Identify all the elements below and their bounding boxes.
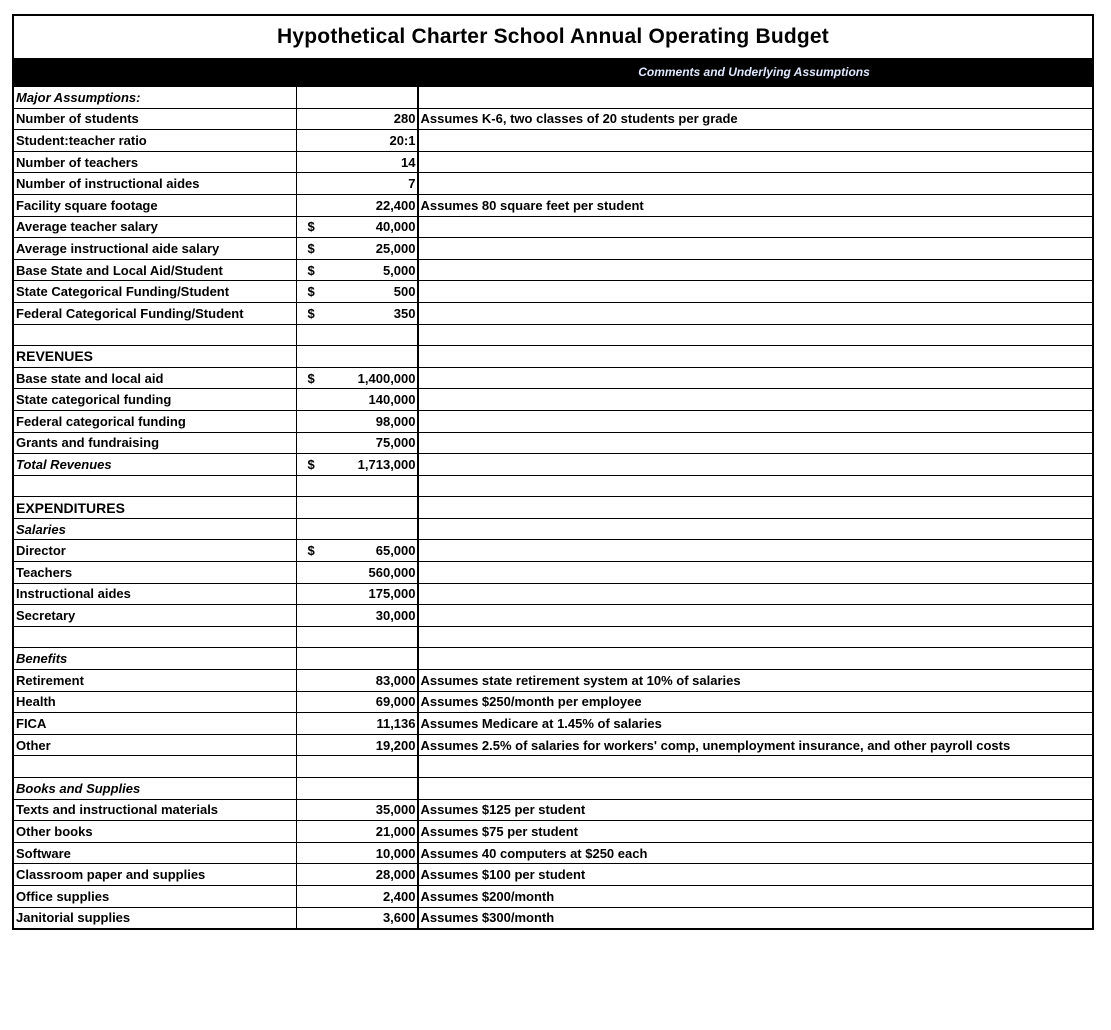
- row-amount: [310, 346, 418, 368]
- row-currency: [296, 648, 310, 670]
- row-label: State categorical funding: [13, 389, 296, 411]
- row-label: Software: [13, 842, 296, 864]
- budget-table: [12, 86, 1094, 930]
- row-comment: Assumes $250/month per employee: [418, 691, 1094, 713]
- row-label: Federal categorical funding: [13, 410, 296, 432]
- row-currency: [296, 475, 310, 497]
- row-comment: [418, 302, 1094, 324]
- table-row: [13, 540, 1093, 562]
- table-row: [13, 410, 1093, 432]
- row-amount: 140,000: [310, 389, 418, 411]
- row-currency: $: [296, 367, 310, 389]
- row-comment: [418, 216, 1094, 238]
- row-currency: [296, 173, 310, 195]
- table-row: [13, 778, 1093, 800]
- table-row: [13, 670, 1093, 692]
- row-amount: [310, 756, 418, 778]
- table-row: [13, 864, 1093, 886]
- row-amount: 7: [310, 173, 418, 195]
- row-label: Office supplies: [13, 885, 296, 907]
- row-label: Benefits: [13, 648, 296, 670]
- row-label: State Categorical Funding/Student: [13, 281, 296, 303]
- row-label: Other books: [13, 821, 296, 843]
- table-row: [13, 87, 1093, 109]
- row-amount: 40,000: [310, 216, 418, 238]
- row-label: Base State and Local Aid/Student: [13, 259, 296, 281]
- row-amount: 22,400: [310, 194, 418, 216]
- row-amount: 3,600: [310, 907, 418, 929]
- table-row: [13, 389, 1093, 411]
- row-label: Retirement: [13, 670, 296, 692]
- row-amount: 98,000: [310, 410, 418, 432]
- row-amount: [310, 475, 418, 497]
- row-amount: 21,000: [310, 821, 418, 843]
- row-comment: Assumes $200/month: [418, 885, 1094, 907]
- table-row: [13, 173, 1093, 195]
- row-amount: [310, 648, 418, 670]
- row-amount: 1,400,000: [310, 367, 418, 389]
- row-amount: 35,000: [310, 799, 418, 821]
- row-currency: [296, 432, 310, 454]
- row-comment: [418, 454, 1094, 476]
- row-currency: [296, 821, 310, 843]
- row-label: Federal Categorical Funding/Student: [13, 302, 296, 324]
- row-comment: [418, 562, 1094, 584]
- row-label: EXPENDITURES: [13, 497, 296, 519]
- row-amount: 5,000: [310, 259, 418, 281]
- row-label: Other: [13, 734, 296, 756]
- table-row: [13, 216, 1093, 238]
- row-comment: [418, 173, 1094, 195]
- row-comment: Assumes $125 per student: [418, 799, 1094, 821]
- row-label: Books and Supplies: [13, 778, 296, 800]
- row-label: Classroom paper and supplies: [13, 864, 296, 886]
- row-comment: [418, 238, 1094, 260]
- table-row: [13, 842, 1093, 864]
- row-amount: [310, 87, 418, 109]
- row-comment: [418, 281, 1094, 303]
- row-amount: 75,000: [310, 432, 418, 454]
- spacer-row: [13, 756, 1093, 778]
- row-label: Number of teachers: [13, 151, 296, 173]
- row-currency: [296, 410, 310, 432]
- row-currency: [296, 864, 310, 886]
- row-amount: 25,000: [310, 238, 418, 260]
- table-row: [13, 346, 1093, 368]
- row-label: Health: [13, 691, 296, 713]
- row-comment: [418, 346, 1094, 368]
- row-amount: 10,000: [310, 842, 418, 864]
- row-comment: [418, 540, 1094, 562]
- row-label: REVENUES: [13, 346, 296, 368]
- spacer-row: [13, 475, 1093, 497]
- row-comment: [418, 626, 1094, 648]
- row-amount: [310, 518, 418, 540]
- comments-header-bar: [12, 58, 1094, 86]
- row-amount: 28,000: [310, 864, 418, 886]
- row-amount: 2,400: [310, 885, 418, 907]
- table-row: [13, 907, 1093, 929]
- row-currency: [296, 713, 310, 735]
- row-comment: [418, 475, 1094, 497]
- row-amount: 350: [310, 302, 418, 324]
- row-currency: $: [296, 259, 310, 281]
- row-label: Instructional aides: [13, 583, 296, 605]
- row-amount: 280: [310, 108, 418, 130]
- budget-table-body: [13, 87, 1093, 929]
- row-amount: 69,000: [310, 691, 418, 713]
- row-comment: [418, 518, 1094, 540]
- table-row: [13, 194, 1093, 216]
- row-amount: 175,000: [310, 583, 418, 605]
- row-amount: [310, 324, 418, 346]
- table-row: [13, 238, 1093, 260]
- table-row: [13, 432, 1093, 454]
- row-currency: [296, 842, 310, 864]
- row-currency: [296, 151, 310, 173]
- comments-header: Comments and Underlying Assumptions: [638, 65, 870, 79]
- row-currency: $: [296, 281, 310, 303]
- row-currency: [296, 130, 310, 152]
- row-amount: 65,000: [310, 540, 418, 562]
- table-row: [13, 281, 1093, 303]
- row-comment: [418, 367, 1094, 389]
- row-label: Facility square footage: [13, 194, 296, 216]
- row-amount: [310, 778, 418, 800]
- row-currency: [296, 605, 310, 627]
- row-comment: Assumes $300/month: [418, 907, 1094, 929]
- row-label: [13, 626, 296, 648]
- row-currency: [296, 346, 310, 368]
- row-label: Grants and fundraising: [13, 432, 296, 454]
- row-currency: $: [296, 302, 310, 324]
- row-label: Salaries: [13, 518, 296, 540]
- row-label: Janitorial supplies: [13, 907, 296, 929]
- row-currency: [296, 626, 310, 648]
- row-label: [13, 475, 296, 497]
- sheet-title: Hypothetical Charter School Annual Operating Budget: [12, 14, 1094, 58]
- row-amount: [310, 497, 418, 519]
- row-label: Average instructional aide salary: [13, 238, 296, 260]
- table-row: [13, 259, 1093, 281]
- table-row: [13, 302, 1093, 324]
- row-comment: [418, 432, 1094, 454]
- row-currency: [296, 885, 310, 907]
- row-label: Total Revenues: [13, 454, 296, 476]
- table-row: [13, 108, 1093, 130]
- row-currency: [296, 756, 310, 778]
- budget-sheet: [12, 14, 1094, 930]
- row-comment: [418, 324, 1094, 346]
- row-comment: Assumes K-6, two classes of 20 students per grade: [418, 108, 1094, 130]
- row-label: Number of students: [13, 108, 296, 130]
- row-label: FICA: [13, 713, 296, 735]
- row-label: Texts and instructional materials: [13, 799, 296, 821]
- table-row: [13, 562, 1093, 584]
- table-row: [13, 713, 1093, 735]
- row-currency: [296, 194, 310, 216]
- row-currency: [296, 799, 310, 821]
- row-amount: [310, 626, 418, 648]
- row-currency: [296, 497, 310, 519]
- row-comment: Assumes $75 per student: [418, 821, 1094, 843]
- row-label: Major Assumptions:: [13, 87, 296, 109]
- table-row: [13, 605, 1093, 627]
- table-row: [13, 799, 1093, 821]
- row-comment: [418, 151, 1094, 173]
- table-row: [13, 734, 1093, 756]
- row-comment: [418, 497, 1094, 519]
- row-currency: $: [296, 540, 310, 562]
- row-amount: 500: [310, 281, 418, 303]
- row-currency: [296, 583, 310, 605]
- row-label: Number of instructional aides: [13, 173, 296, 195]
- row-currency: [296, 670, 310, 692]
- row-comment: [418, 583, 1094, 605]
- table-row: [13, 691, 1093, 713]
- row-comment: [418, 648, 1094, 670]
- spacer-row: [13, 626, 1093, 648]
- table-row: [13, 367, 1093, 389]
- row-comment: Assumes 80 square feet per student: [418, 194, 1094, 216]
- table-row: [13, 130, 1093, 152]
- row-amount: 14: [310, 151, 418, 173]
- table-row: [13, 885, 1093, 907]
- row-currency: [296, 87, 310, 109]
- row-comment: [418, 259, 1094, 281]
- row-amount: 20:1: [310, 130, 418, 152]
- row-label: Teachers: [13, 562, 296, 584]
- row-label: [13, 324, 296, 346]
- row-label: Director: [13, 540, 296, 562]
- row-currency: [296, 324, 310, 346]
- row-currency: [296, 389, 310, 411]
- row-label: Average teacher salary: [13, 216, 296, 238]
- row-label: Student:teacher ratio: [13, 130, 296, 152]
- row-currency: $: [296, 238, 310, 260]
- row-amount: 83,000: [310, 670, 418, 692]
- row-currency: [296, 691, 310, 713]
- row-comment: [418, 756, 1094, 778]
- row-label: Base state and local aid: [13, 367, 296, 389]
- row-currency: [296, 907, 310, 929]
- row-comment: Assumes $100 per student: [418, 864, 1094, 886]
- row-currency: [296, 562, 310, 584]
- row-comment: [418, 605, 1094, 627]
- row-currency: [296, 518, 310, 540]
- row-comment: Assumes state retirement system at 10% of salaries: [418, 670, 1094, 692]
- row-currency: $: [296, 216, 310, 238]
- table-row: [13, 497, 1093, 519]
- row-currency: [296, 734, 310, 756]
- row-comment: [418, 410, 1094, 432]
- row-comment: Assumes 2.5% of salaries for workers' comp, unemployment insurance, and other payroll costs: [418, 734, 1094, 756]
- row-currency: $: [296, 454, 310, 476]
- row-currency: [296, 778, 310, 800]
- row-amount: 30,000: [310, 605, 418, 627]
- table-row: [13, 151, 1093, 173]
- table-row: [13, 821, 1093, 843]
- row-comment: [418, 778, 1094, 800]
- table-row: [13, 454, 1093, 476]
- row-label: [13, 756, 296, 778]
- table-row: [13, 583, 1093, 605]
- row-label: Secretary: [13, 605, 296, 627]
- row-comment: Assumes Medicare at 1.45% of salaries: [418, 713, 1094, 735]
- row-comment: [418, 389, 1094, 411]
- row-amount: 560,000: [310, 562, 418, 584]
- row-amount: 1,713,000: [310, 454, 418, 476]
- row-comment: [418, 130, 1094, 152]
- row-currency: [296, 108, 310, 130]
- row-comment: [418, 87, 1094, 109]
- row-amount: 11,136: [310, 713, 418, 735]
- spacer-row: [13, 324, 1093, 346]
- table-row: [13, 518, 1093, 540]
- table-row: [13, 648, 1093, 670]
- row-amount: 19,200: [310, 734, 418, 756]
- row-comment: Assumes 40 computers at $250 each: [418, 842, 1094, 864]
